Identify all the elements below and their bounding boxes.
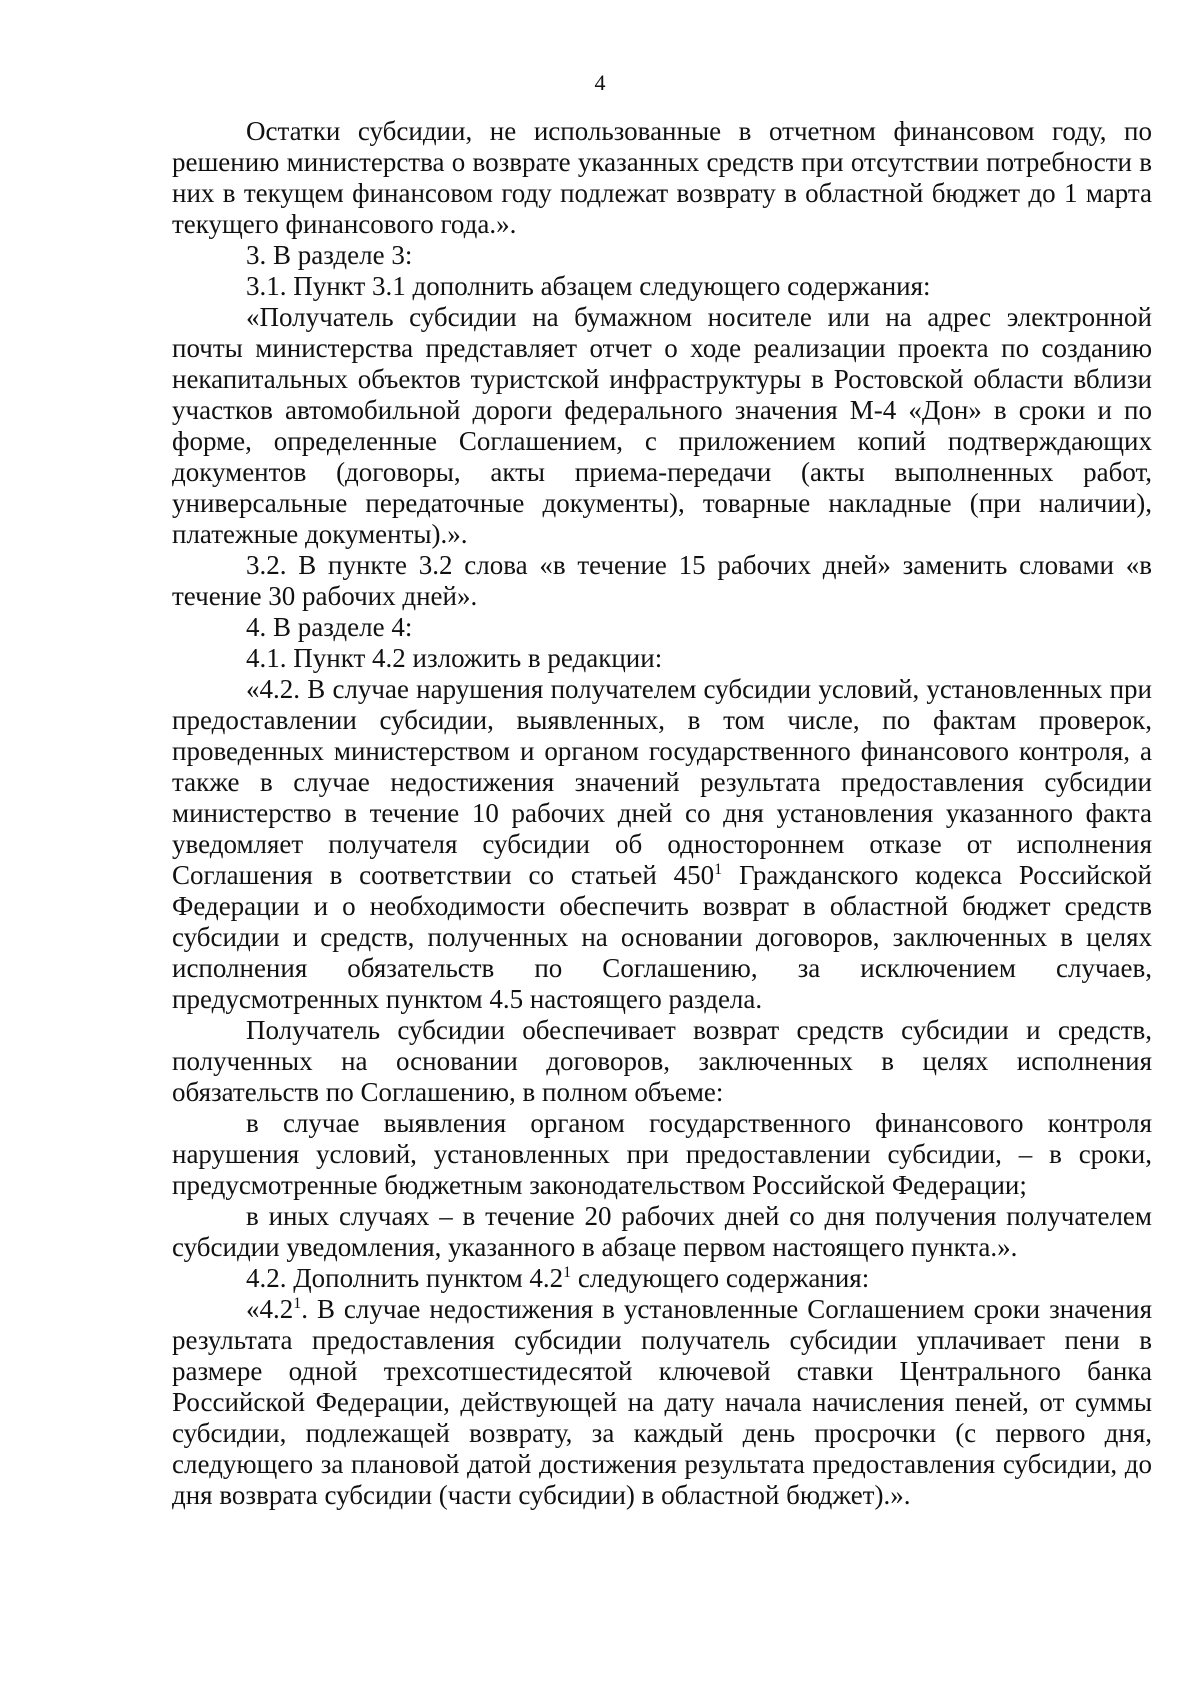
paragraph-penalty-clause bbox=[172, 1294, 1152, 1511]
paragraph-text: «Получатель субсидии на бумажном носителе или на адрес электронной почты министерства представляет отчет о ходе реализации проекта по созданию некапитальных объектов туристской инфраструктуры в Ростовской области вблизи участков автомобильной дороги федерального значения М-4 «Дон» в сроки и по форме, определенные Соглашением, с приложением копий подтверждающих документов (договоры, акты приема-передачи (акты выполненных работ, универсальные передаточные документы), товарные накладные (при наличии), платежные документы).». bbox=[172, 302, 1152, 549]
paragraph-violation-clause bbox=[172, 674, 1152, 1015]
paragraph-text: «4.2. В случае нарушения получателем субсидии условий, установленных при предоставлении субсидии, выявленных, в том числе, по фактам проверок, проведенных министерством и органом государственного финансового контроля, а также в случае недостижения значений результата предоставления субсидии министерство в течение 10 рабочих дней со дня установления указанного факта уведомляет получателя субсидии об одностороннем отказе от исполнения Соглашения в соответствии со статьей 450 bbox=[172, 674, 1152, 890]
paragraph-text: 4. В разделе 4: bbox=[246, 612, 413, 642]
superscript: 1 bbox=[563, 1264, 572, 1281]
paragraph-item-4-2 bbox=[172, 1263, 1152, 1294]
paragraph-subsidy-remainder bbox=[172, 116, 1152, 240]
paragraph-text: 3.1. Пункт 3.1 дополнить абзацем следующего содержания: bbox=[246, 271, 931, 301]
page-number: 4 bbox=[594, 70, 606, 95]
superscript: 1 bbox=[293, 1295, 302, 1312]
paragraph-section-3-heading bbox=[172, 240, 1152, 271]
paragraph-text: 3. В разделе 3: bbox=[246, 240, 413, 270]
superscript: 1 bbox=[714, 861, 723, 878]
paragraph-text-continued: следующего содержания: bbox=[571, 1263, 870, 1293]
paragraph-text: Получатель субсидии обеспечивает возврат средств субсидии и средств, полученных на основании договоров, заключенных в целях исполнения обязательств по Соглашению, в полном объеме: bbox=[172, 1015, 1152, 1107]
paragraph-report-submission bbox=[172, 302, 1152, 550]
paragraph-text: 4.2. Дополнить пунктом 4.2 bbox=[246, 1263, 564, 1293]
paragraph-item-3-2 bbox=[172, 550, 1152, 612]
paragraph-section-4-heading bbox=[172, 612, 1152, 643]
paragraph-item-4-1 bbox=[172, 643, 1152, 674]
paragraph-text: в случае выявления органом государственного финансового контроля нарушения условий, установленных при предоставлении субсидии, – в сроки, предусмотренные бюджетным законодательством Российской Федерации; bbox=[172, 1108, 1152, 1200]
paragraph-item-3-1 bbox=[172, 271, 1152, 302]
paragraph-text: «4.2 bbox=[246, 1294, 294, 1324]
document-body bbox=[172, 116, 1152, 1511]
paragraph-text: в иных случаях – в течение 20 рабочих дней со дня получения получателем субсидии уведомления, указанного в абзаце первом настоящего пункта.». bbox=[172, 1201, 1152, 1262]
paragraph-refund-other-cases bbox=[172, 1201, 1152, 1263]
paragraph-text-continued: Гражданского кодекса Российской Федерации и о необходимости обеспечить возврат в областной бюджет средств субсидии и средств, полученных на основании договоров, заключенных в целях исполнения обязательств по Соглашению, за исключением случаев, предусмотренных пунктом 4.5 настоящего раздела. bbox=[172, 860, 1152, 1014]
paragraph-text: Остатки субсидии, не использованные в отчетном финансовом году, по решению министерства о возврате указанных средств при отсутствии потребности в них в текущем финансовом году подлежат возврату в областной бюджет до 1 марта текущего финансового года.». bbox=[172, 116, 1152, 239]
paragraph-text: 4.1. Пункт 4.2 изложить в редакции: bbox=[246, 643, 663, 673]
paragraph-refund-obligation bbox=[172, 1015, 1152, 1108]
paragraph-refund-control-case bbox=[172, 1108, 1152, 1201]
paragraph-text: 3.2. В пункте 3.2 слова «в течение 15 рабочих дней» заменить словами «в течение 30 рабочих дней». bbox=[172, 550, 1152, 611]
paragraph-text-continued: . В случае недостижения в установленные Соглашением сроки значения результата предоставления субсидии получатель субсидии уплачивает пени в размере одной трехсотшестидесятой ключевой ставки Центрального банка Российской Федерации, действующей на дату начала начисления пеней, от суммы субсидии, подлежащей возврату, за каждый день просрочки (с первого дня, следующего за плановой датой достижения результата предоставления субсидии, до дня возврата субсидии (части субсидии) в областной бюджет).». bbox=[172, 1294, 1152, 1510]
